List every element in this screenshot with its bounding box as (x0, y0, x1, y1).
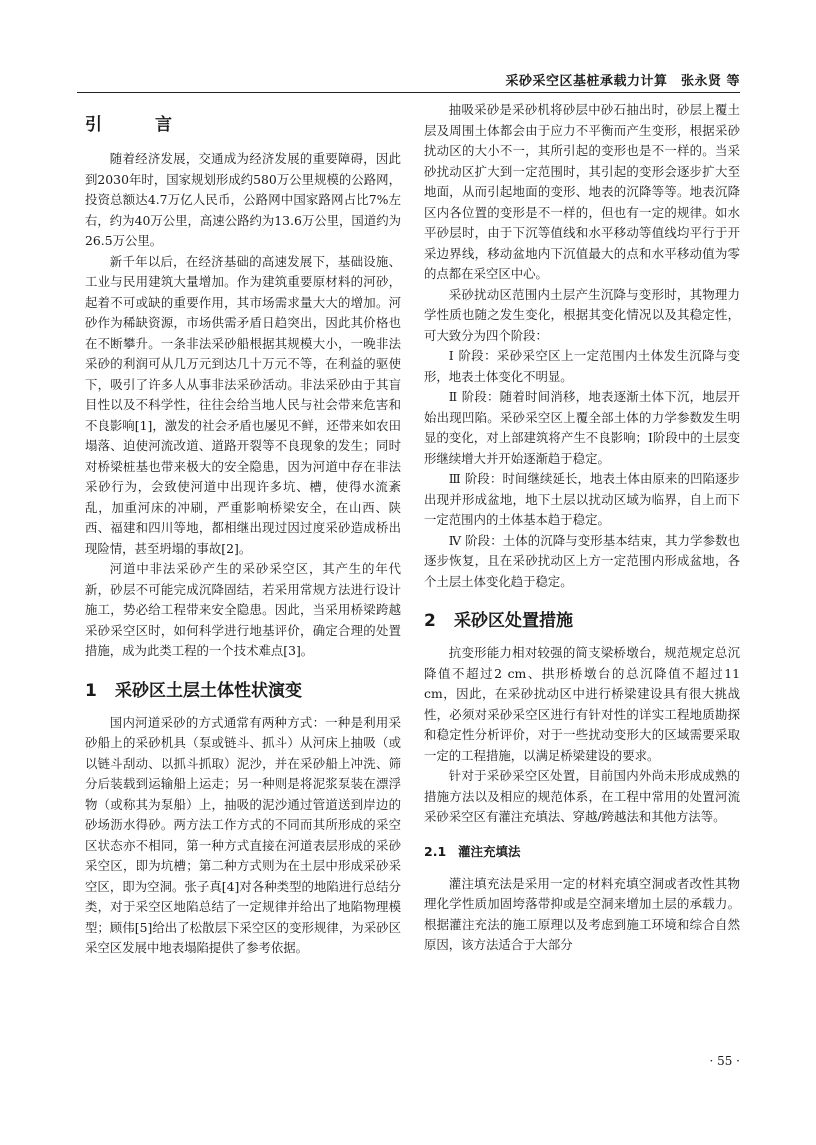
paragraph: 河道中非法采砂产生的采砂采空区，其产生的年代新，砂层不可能完成沉降固结，若采用常规方法进行设计施工，势必给工程带来安全隐患。因此，当采用桥梁跨越采砂采空区时，如何科学进行地基评价，确定合理的处置措施，成为此类工程的一个技术难点[3]。 (85, 561, 401, 658)
paragraph: 随着经济发展，交通成为经济发展的重要障碍，因此到2030年时，国家规划形成约580万公里规模的公路网，投资总额达4.7万亿人民币，公路网中国家路网占比7%左右，约为40万公里，高速公路约为13.6万公里，国道约为26.5万公里。 (85, 151, 401, 248)
paragraph: Ⅰ 阶段：采砂采空区上一定范围内土体发生沉降与变形，地表土体变化不明显。 (424, 348, 740, 384)
running-header: 采砂采空区基桩承载力计算 张永贤 等 (505, 74, 740, 89)
subsection-title: 灌注充填法 (458, 843, 521, 859)
paragraph: Ⅲ 阶段：时间继续延长，地表土体由原来的凹陷逐步出现并形成盆地，地下土层以扰动区域为临界，自上而下一定范围内的土体基本趋于稳定。 (424, 471, 740, 527)
subsection-heading (424, 842, 740, 860)
paragraph: 采砂扰动区范围内土层产生沉降与变形时，其物理力学性质也随之发生变化，根据其变化情况以及其稳定性，可大致分为四个阶段： (424, 286, 740, 343)
paragraph: 针对于采砂采空区处置，目前国内外尚未形成成熟的措施方法以及相应的规范体系，在工程中常用的处置河流采砂采空区有灌注充填法、穿越/跨越法和其他方法等。 (424, 768, 740, 824)
intro-body (85, 149, 401, 662)
paragraph: 抗变形能力相对较强的简支梁桥墩台，规范规定总沉降值不超过2 cm、拱形桥墩台的总沉降值不超过11 cm，因此，在采砂扰动区中进行桥梁建设具有很大挑战性，必须对采砂采空区进行有针对性的详实工程地质勘探和稳定性分析评价，对于一些扰动变形大的区域需要采取一定的工程措施，以满足桥梁建设的要求。 (424, 645, 740, 763)
subsection-number: 2.1 (424, 843, 447, 859)
intro-heading: 引 言 (85, 115, 190, 135)
section-heading (424, 606, 740, 631)
left-column (85, 100, 401, 959)
section-body (424, 643, 740, 828)
right-column (424, 100, 740, 956)
paragraph: Ⅳ 阶段：土体的沉降与变形基本结束，其力学参数也逐步恢复，且在采砂扰动区上方一定范围内形成盆地，各个土层土体变化趋于稳定。 (424, 532, 740, 589)
section-number: 1 (85, 680, 97, 701)
section-body (424, 100, 740, 592)
paragraph: 抽吸采砂是采砂机将砂层中砂石抽出时，砂层上覆土层及周围土体都会由于应力不平衡而产生变形，根据采砂扰动区的大小不一，其所引起的变形也是不一样的。当采砂扰动区扩大到一定范围时，其引起的变形会逐步扩大至地面，从而引起地面的变形、地表的沉降等等。地表沉降区内各位置的变形是不一样的，但也有一定的规律。如水平砂层时，由于下沉等值线和水平移动等值线均平行于开采边界线，移动盆地内下沉值最大的点和水平移动值为零的点都在采空区中心。 (424, 102, 740, 281)
header-rule (77, 92, 740, 93)
paragraph: Ⅱ 阶段：随着时间消移，地表逐渐土体下沉，地层开始出现凹陷。采砂采空区上覆全部土体的力学参数发生明显的变化，对上部建筑将产生不良影响；Ⅰ阶段中的土层变形继续增大并开始逐渐趋于稳定。 (424, 389, 740, 466)
page-number: · 55 · (709, 1054, 740, 1068)
paragraph: 国内河道采砂的方式通常有两种方式：一种是利用采砂船上的采砂机具（泵或链斗、抓斗）从河床上抽吸（或以链斗刮动、以抓斗抓取）泥沙，并在采砂船上冲洗、筛分后装载到运输船上运走；另一种则是将泥浆泵装在漂浮物（或称其为泵船）上，抽吸的泥沙通过管道送到岸边的砂场沥水得砂。两方法工作方式的不同而其所形成的采空区状态亦不相同，第一种方式直接在河道表层形成的采砂采空区，即为坑槽；第二种方式则为在土层中形成采砂采空区，即为空洞。张子真[4]对各种类型的地陷进行总结分类，对于采空区地陷总结了一定规律并给出了地陷物理模型；顾伟[5]给出了松散层下采空区的变形规律，为采砂区采空区发展中地表塌陷提供了参考依据。 (85, 714, 401, 955)
section-number: 2 (424, 611, 436, 631)
section-body (85, 713, 401, 959)
paragraph: 灌注填充法是采用一定的材料充填空洞或者改性其物理化学性质加固垮落带抑或是空洞来增加土层的承载力。根据灌注充法的施工原理以及考虑到施工环境和综合自然原因，该方法适合于大部分 (424, 875, 740, 952)
paragraph: 新千年以后，在经济基础的高速发展下，基础设施、工业与民用建筑大量增加。作为建筑重要原材料的河砂，起着不可或缺的重要作用，其市场需求量大大的增加。河砂作为稀缺资源，市场供需矛盾日趋突出，因此其价格也在不断攀升。一条非法采砂船根据其规模大小，一晚非法采砂的利润可从几万元到达几十万元不等，在利益的驱使下，吸引了许多人从事非法采砂活动。非法采砂由于其盲目性以及不科学性，往往会给当地人民与社会带来危害和不良影响[1]，激发的社会矛盾也屡见不鲜，还带来如农田塌落、迫使河流改道、道路开裂等不良现象的发生；同时对桥梁桩基也带来极大的安全隐患，因为河道中存在非法采砂行为，会致使河道中出现许多坑、槽，使得水流紊乱，加重河床的冲刷，严重影响桥梁安全，在山西、陕西、福建和四川等地，都相继出现过因过度采砂造成桥出现险情，甚至坍塌的事故[2]。 (85, 253, 401, 556)
section-title: 采砂区处置措施 (454, 611, 573, 631)
subsection-body (424, 874, 740, 956)
section-heading (85, 676, 401, 701)
section-title: 采砂区土层土体性状演变 (115, 680, 302, 701)
